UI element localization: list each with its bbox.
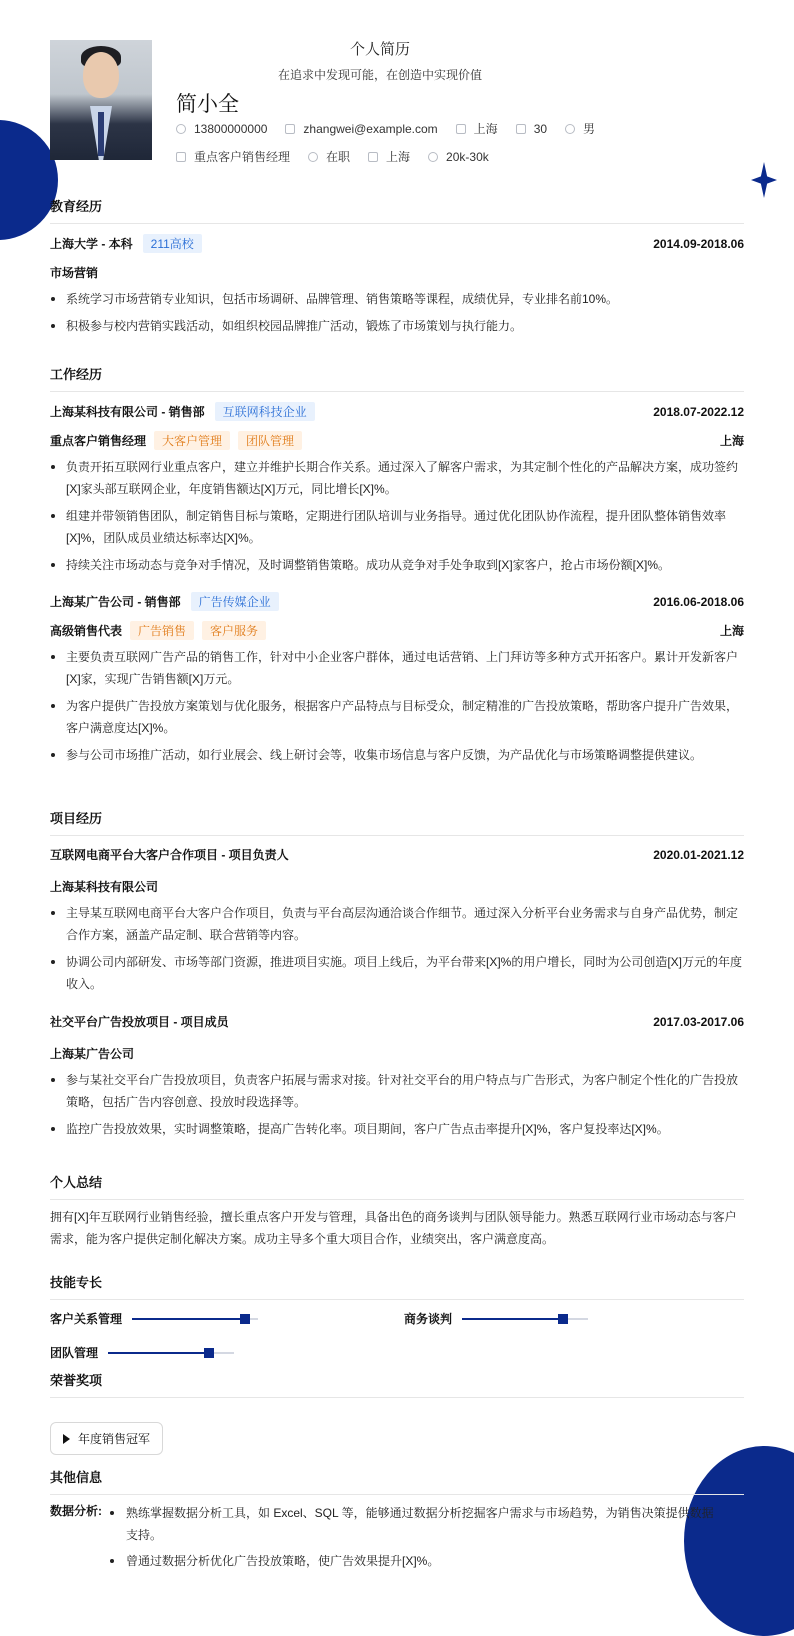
list-item: 系统学习市场营销专业知识，包括市场调研、品牌管理、销售策略等课程，成绩优异，专业排名前10%。 xyxy=(50,288,744,310)
other-label: 数据分析: xyxy=(50,1504,102,1518)
project-date: 2017.03-2017.06 xyxy=(653,1014,744,1029)
job-date: 2016.06-2018.06 xyxy=(653,594,744,609)
other-section xyxy=(50,1467,744,1568)
list-item: 积极参与校内营销实践活动，如组织校园品牌推广活动，锻炼了市场策划与执行能力。 xyxy=(50,315,744,337)
job-bullets xyxy=(50,456,744,581)
skill-level-bar xyxy=(108,1352,234,1354)
skill-name: 商务谈判 xyxy=(404,1312,453,1326)
candidate-name: 简小全 xyxy=(176,93,239,116)
gender-icon xyxy=(565,124,575,134)
expected-salary: 20k-30k xyxy=(446,149,489,164)
location: 上海 xyxy=(473,122,498,136)
resume-title: 个人简历 xyxy=(349,41,410,58)
phone-icon xyxy=(176,124,186,134)
list-item: 为客户提供广告投放方案策划与优化服务，根据客户产品特点与目标受众，制定精准的广告投放策略，帮助客户提升广告效果，客户满意度达[X]%。 xyxy=(50,695,744,739)
list-item: 曾通过数据分析优化广告投放策略，使广告效果提升[X]%。 xyxy=(108,1550,718,1572)
section-title: 工作经历 xyxy=(50,364,744,392)
education-row xyxy=(50,234,744,253)
section-title: 教育经历 xyxy=(50,196,744,224)
send-icon xyxy=(176,152,186,162)
project-bullets xyxy=(50,902,744,1000)
skill-item xyxy=(404,1310,588,1327)
role-row xyxy=(50,621,744,640)
list-item: 持续关注市场动态与竞争对手情况，及时调整销售策略。成功从竞争对手处争取到[X]家客户，抢占市场份额[X]%。 xyxy=(50,554,744,576)
list-item: 协调公司内部研发、市场等部门资源，推进项目实施。项目上线后，为平台带来[X]%的用户增长，同时为公司创造[X]万元的年度收入。 xyxy=(50,951,744,995)
project-row xyxy=(50,846,744,863)
skill-level-knob xyxy=(558,1314,568,1324)
skill-level-bar xyxy=(462,1318,588,1320)
project-name: 社交平台广告投放项目 - 项目成员 xyxy=(50,1015,229,1029)
awards-section xyxy=(50,1370,744,1446)
job-row xyxy=(50,402,744,421)
section-title: 其他信息 xyxy=(50,1467,744,1495)
skill-name: 客户关系管理 xyxy=(50,1312,123,1326)
expected-city: 上海 xyxy=(386,150,411,164)
skill-level-fill xyxy=(132,1318,245,1320)
work-section xyxy=(50,364,744,762)
company-tag: 广告传媒企业 xyxy=(191,592,279,611)
section-title: 技能专长 xyxy=(50,1272,744,1300)
company-tag: 互联网科技企业 xyxy=(215,402,315,421)
major: 市场营销 xyxy=(50,266,99,280)
list-item: 主要负责互联网广告产品的销售工作，针对中小企业客户群体，通过电话营销、上门拜访等多种方式开拓客户。累计开发新客户[X]家，实现广告销售额[X]万元。 xyxy=(50,646,744,690)
play-icon xyxy=(63,1434,70,1444)
project-bullets xyxy=(50,1069,744,1145)
summary-section xyxy=(50,1172,744,1246)
home-icon xyxy=(456,124,466,134)
list-item: 组建并带领销售团队，制定销售目标与策略，定期进行团队培训与业务指导。通过优化团队协作流程，提升团队整体销售效率[X]%，团队成员业绩达标率达[X]%。 xyxy=(50,505,744,549)
role-tag: 广告销售 xyxy=(130,621,194,640)
list-item: 参与公司市场推广活动，如行业展会、线上研讨会等，收集市场信息与客户反馈，为产品优化与市场策略调整提供建议。 xyxy=(50,744,744,766)
role-tag: 团队管理 xyxy=(238,431,302,450)
role-tag: 大客户管理 xyxy=(154,431,230,450)
phone-number: 13800000000 xyxy=(194,121,268,136)
job-intent-row xyxy=(176,148,507,165)
list-item: 监控广告投放效果，实时调整策略，提高广告转化率。项目期间，客户广告点击率提升[X]%，客户复投率达[X]%。 xyxy=(50,1118,744,1140)
list-item: 主导某互联网电商平台大客户合作项目，负责与平台高层沟通洽谈合作细节。通过深入分析平台业务需求与自身产品优势，制定合作方案，涵盖产品定制、联合营销等内容。 xyxy=(50,902,744,946)
list-item: 熟练掌握数据分析工具，如 Excel、SQL 等，能够通过数据分析挖掘客户需求与市场趋势，为销售决策提供数据支持。 xyxy=(108,1502,718,1546)
other-bullets xyxy=(108,1502,718,1576)
target-position: 重点客户销售经理 xyxy=(194,150,291,164)
section-title: 荣誉奖项 xyxy=(50,1370,744,1398)
job-city: 上海 xyxy=(719,624,744,638)
skill-level-fill xyxy=(462,1318,563,1320)
job-city: 上海 xyxy=(719,434,744,448)
company-name: 上海某科技有限公司 - 销售部 xyxy=(50,405,205,419)
job-date: 2018.07-2022.12 xyxy=(653,404,744,419)
mail-icon xyxy=(285,124,295,134)
role-name: 重点客户销售经理 xyxy=(50,434,147,448)
education-bullets xyxy=(50,288,744,342)
project-company: 上海某科技有限公司 xyxy=(50,880,159,894)
school-name: 上海大学 - 本科 xyxy=(50,237,133,251)
project-name: 互联网电商平台大客户合作项目 - 项目负责人 xyxy=(50,848,289,862)
projects-section xyxy=(50,808,744,1136)
job-row xyxy=(50,592,744,611)
list-item: 负责开拓互联网行业重点客户，建立并维护长期合作关系。通过深入了解客户需求，为其定制个性化的产品解决方案，成功签约[X]家头部互联网企业，年度销售额达[X]万元，同比增长[X]%。 xyxy=(50,456,744,500)
skill-level-knob xyxy=(204,1348,214,1358)
email-address: zhangwei@example.com xyxy=(303,121,438,136)
skill-item xyxy=(50,1310,258,1327)
skill-item xyxy=(50,1344,234,1361)
employment-status: 在职 xyxy=(326,150,351,164)
skill-name: 团队管理 xyxy=(50,1346,99,1360)
skill-level-bar xyxy=(132,1318,258,1320)
award-chip[interactable] xyxy=(50,1422,163,1455)
gender: 男 xyxy=(583,122,596,136)
job-bullets xyxy=(50,646,744,771)
role-tag: 客户服务 xyxy=(202,621,266,640)
cake-icon xyxy=(516,124,526,134)
contact-row xyxy=(176,120,613,137)
skill-level-knob xyxy=(240,1314,250,1324)
resume-tagline: 在追求中发现可能，在创造中实现价值 xyxy=(277,68,482,82)
education-date: 2014.09-2018.06 xyxy=(653,236,744,251)
role-row xyxy=(50,431,744,450)
education-section xyxy=(50,196,744,333)
award-label: 年度销售冠军 xyxy=(78,1432,151,1446)
status-icon xyxy=(308,152,318,162)
age: 30 xyxy=(533,121,548,136)
project-company: 上海某广告公司 xyxy=(50,1047,135,1061)
summary-text: 拥有[X]年互联网行业销售经验，擅长重点客户开发与管理，具备出色的商务谈判与团队领导能力。熟悉互联网行业市场动态与客户需求，能为客户提供定制化解决方案。成功主导多个重大项目合作，业绩突出，客户满意度高。 xyxy=(50,1210,737,1246)
list-item: 参与某社交平台广告投放项目，负责客户拓展与需求对接。针对社交平台的用户特点与广告形式，为客户制定个性化的广告投放策略，包括广告内容创意、投放时段选择等。 xyxy=(50,1069,744,1113)
section-title: 个人总结 xyxy=(50,1172,744,1200)
project-date: 2020.01-2021.12 xyxy=(653,847,744,862)
company-name: 上海某广告公司 - 销售部 xyxy=(50,595,181,609)
skill-level-fill xyxy=(108,1352,209,1354)
project-row xyxy=(50,1013,744,1030)
school-tag: 211高校 xyxy=(143,234,202,253)
building-icon xyxy=(368,152,378,162)
role-name: 高级销售代表 xyxy=(50,624,123,638)
section-title: 项目经历 xyxy=(50,808,744,836)
salary-icon xyxy=(428,152,438,162)
skills-section xyxy=(50,1272,744,1360)
